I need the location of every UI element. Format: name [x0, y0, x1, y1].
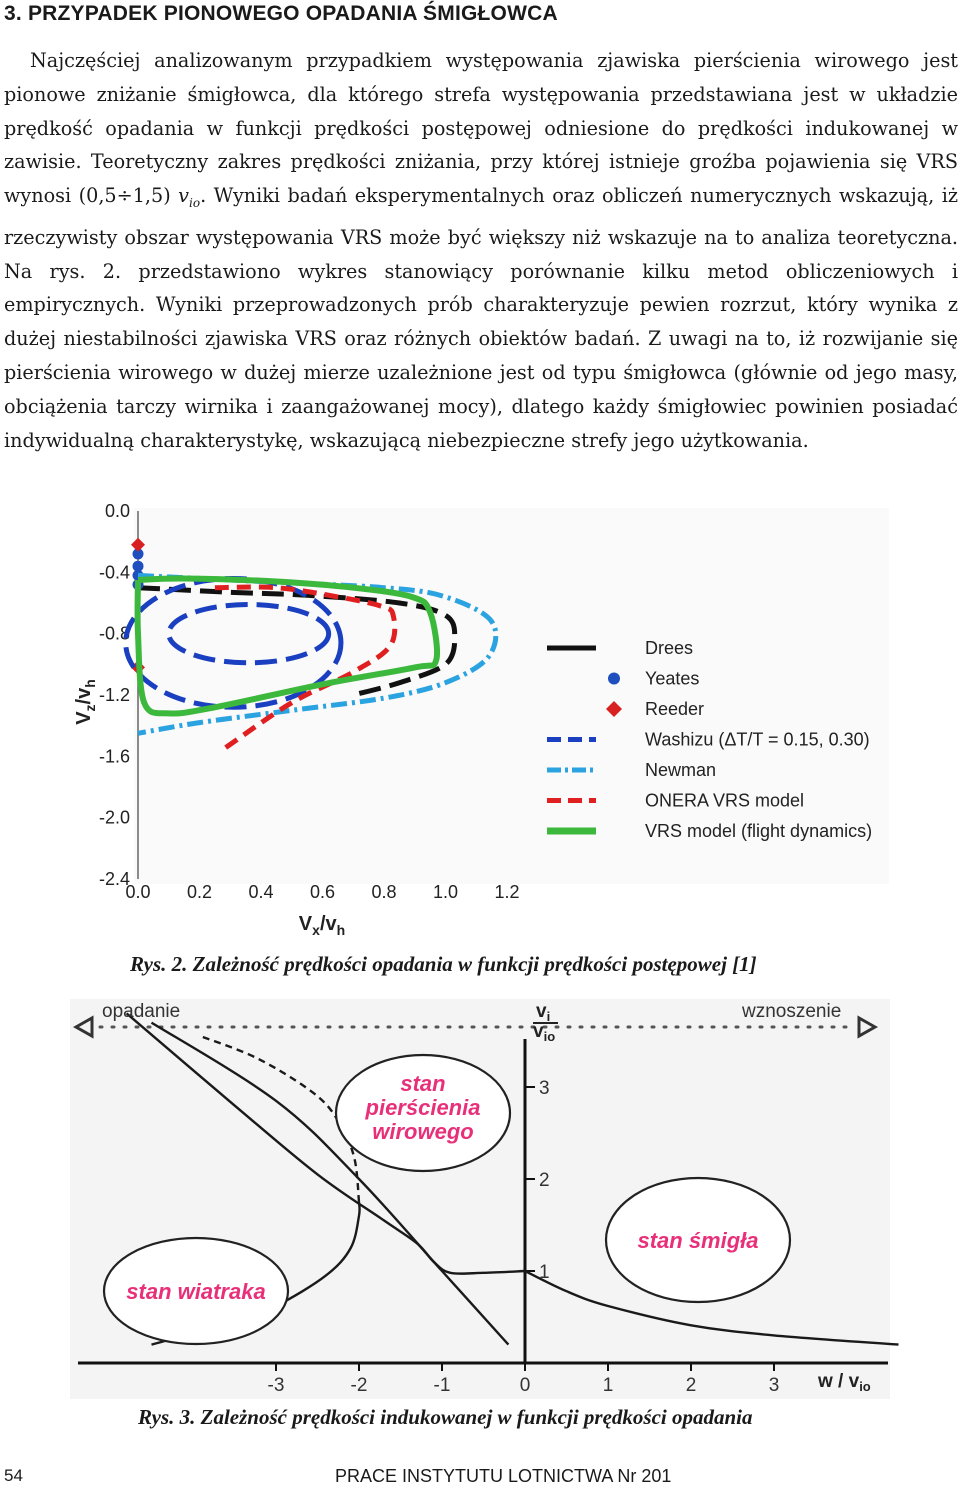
- fig3-ylabel-den-main: v: [533, 1021, 544, 1042]
- fig3-region-label: stan wiatraka: [126, 1279, 266, 1304]
- fig2-x-tick-label: 0.0: [125, 882, 151, 902]
- fig2-xlabel-main: V: [298, 913, 313, 935]
- fig2-xlabel-sub: x: [312, 922, 320, 938]
- fig2-legend-label: Newman: [645, 760, 717, 780]
- fig3-region-label: stan śmigła: [637, 1228, 759, 1253]
- fig2-legend-label: VRS model (flight dynamics): [645, 821, 873, 841]
- fig2-ylabel-den: /v: [73, 687, 95, 705]
- fig2-y-tick-label: -2.4: [98, 869, 130, 889]
- fig2-x-tick-label: 0.8: [371, 882, 397, 902]
- fig2-ylabel: [73, 679, 98, 725]
- paragraph-text-1: Najczęściej analizowanym przypadkiem występowania zjawiska pierścienia wirowego jest pionowe zniżanie śmigłowca, dla którego strefa występowania przedstawiana jest w układzie prędkość opadania w funkcji prędkości postępowej odniesione do prędkości indukowanej w zawisie. Teoretyczny zakres prędkości zniżania, przy której istnieje groźba pojawienia się VRS wynosi: [4, 49, 958, 208]
- fig2-legend-marker: [608, 673, 620, 685]
- fig2-y-tick-label: 0.0: [104, 501, 130, 521]
- math-subscript: io: [189, 196, 201, 211]
- fig3-x-tick-label: 1: [602, 1375, 614, 1396]
- fig3-y-tick-label: 1: [539, 1262, 550, 1283]
- fig2-x-tick-label: 0.2: [186, 882, 213, 902]
- fig3-x-tick-label: 2: [685, 1375, 697, 1396]
- fig2-legend-label: Washizu (ΔT/T = 0.15, 0.30): [645, 729, 870, 750]
- fig2-x-tick-label: 1.2: [494, 882, 520, 902]
- section-title: 3. PRZYPADEK PIONOWEGO OPADANIA ŚMIGŁOWCA: [4, 2, 558, 25]
- fig2-xlabel-den: /v: [319, 913, 337, 935]
- fig2-xlabel-den-sub: h: [336, 922, 346, 938]
- fig3-region-label: stan: [400, 1071, 446, 1096]
- fig3-x-tick-label: 3: [768, 1375, 780, 1396]
- fig2-x-tick-label: 0.6: [309, 882, 336, 902]
- fig2-y-tick-label: -2.0: [98, 807, 130, 828]
- fig3-x-tick-label: -3: [267, 1375, 285, 1396]
- fig2-legend-label: Drees: [645, 638, 694, 658]
- fig3-region-label: wirowego: [372, 1119, 474, 1144]
- fig2-ylabel-den-sub: h: [82, 679, 98, 688]
- fig2-y-tick-label: -0.8: [98, 623, 130, 644]
- fig2-legend-label: Reeder: [645, 699, 705, 719]
- figure-2-chart: [0, 490, 960, 960]
- fig3-ylabel-num-main: v: [536, 1001, 547, 1022]
- fig2-legend-label: ONERA VRS model: [645, 790, 805, 811]
- math-range: (0,5÷1,5): [78, 184, 171, 208]
- fig3-x-tick-label: -2: [350, 1375, 368, 1396]
- figure-3-caption: Rys. 3. Zależność prędkości indukowanej w funkcji prędkości opadania: [138, 1405, 753, 1429]
- fig3-x-tick-label: -1: [433, 1375, 451, 1396]
- fig2-axes: [99, 501, 889, 902]
- fig2-legend-label: Yeates: [645, 668, 700, 689]
- fig3-region-label: pierścienia: [365, 1095, 481, 1120]
- fig3-xlabel-sub: io: [859, 1379, 871, 1394]
- paragraph-text-2: . Wyniki badań eksperymentalnych oraz obliczeń numerycznych wskazują, iż rzeczywisty obszar występowania VRS może być większy niż wskazuje na to analiza teoretyczna. Na rys. 2. przedstawiono wykres stanowiący porównanie kilku metod obliczeniowych i empirycznych. Wyniki przeprowadzonych prób charakteryzuje pewien rozrzut, który wynika z dużej niestabilności zjawiska VRS oraz różnych obiektów badań. Z uwagi na to, iż rozwijanie się pierścienia wirowego w dużej mierze uzależnione jest od typu śmigłowca (głównie od jego masy, obciążenia tarczy wirnika i zaangażowanej mocy), dlatego każdy śmigłowiec powinien posiadać indywidualną charakterystykę, wskazującą niebezpieczne strefy jego użytkowania.: [4, 184, 958, 452]
- fig3-label-right: wznoszenie: [742, 1001, 842, 1022]
- fig3-label-left: opadanie: [102, 1001, 181, 1022]
- journal-name: PRACE INSTYTUTU LOTNICTWA Nr 201: [335, 1466, 672, 1486]
- math-variable: v: [178, 184, 190, 208]
- fig2-y-tick-label: -1.6: [98, 746, 130, 767]
- math-expression: [78, 184, 201, 211]
- fig2-xlabel: [299, 913, 345, 938]
- fig3-y-tick-label: 3: [539, 1078, 550, 1099]
- fig2-y-tick-label: -0.4: [98, 562, 130, 583]
- fig2-x-tick-label: 1.0: [432, 882, 459, 902]
- fig3-xlabel-main: w / v: [818, 1371, 860, 1392]
- fig2-ylabel-main: V: [73, 711, 95, 725]
- fig2-y-tick-label: -1.2: [98, 685, 130, 705]
- body-paragraph: [4, 44, 958, 457]
- page-number: 54: [4, 1466, 23, 1485]
- fig3-ylabel-den-sub: io: [543, 1029, 556, 1044]
- figure-3-chart: [0, 995, 960, 1405]
- figure-2-caption: Rys. 2. Zależność prędkości opadania w funkcji prędkości postępowej [1]: [130, 952, 757, 976]
- fig3-x-tick-label: 0: [519, 1375, 531, 1396]
- fig2-x-tick-label: 0.4: [248, 882, 274, 902]
- fig3-ylabel-num-sub: i: [546, 1009, 551, 1024]
- fig2-ylabel-sub: z: [82, 704, 98, 712]
- fig3-y-tick-label: 2: [539, 1170, 550, 1191]
